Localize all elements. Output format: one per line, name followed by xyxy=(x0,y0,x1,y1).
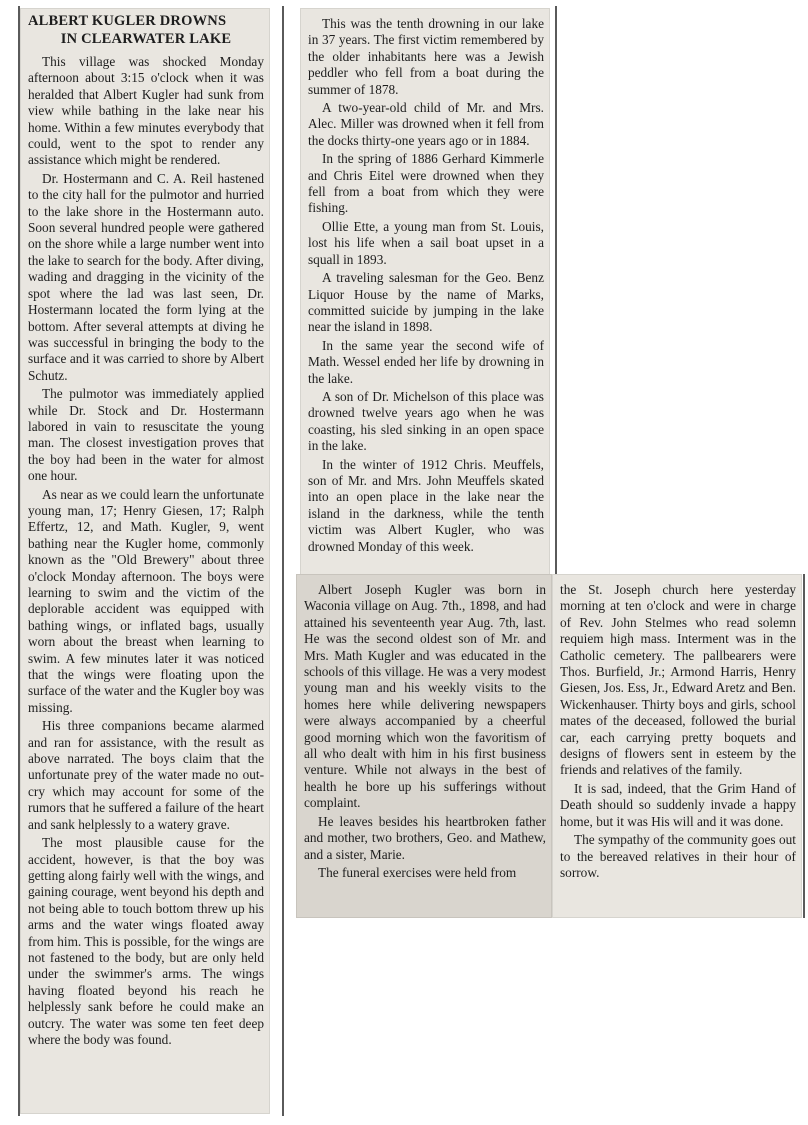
article-column-4 xyxy=(552,574,802,918)
paragraph: In the spring of 1886 Gerhard Kimmerle and Chris Eitel were drowned when they fell from a boat from which they were fishing. xyxy=(308,151,544,216)
paragraph: Ollie Ette, a young man from St. Louis, lost his life when a sail boat upset in a squall in 1893. xyxy=(308,218,544,267)
article-column-3 xyxy=(296,574,552,918)
column-3-body xyxy=(304,582,546,914)
paragraph: This village was shocked Monday afternoon about 3:15 o'clock when it was heralded that Albert Kugler had sunk from view while bathing in the lake near his home. Within a few minutes everybody that could, went to the spot to render any assistance which might be rendered. xyxy=(28,54,264,168)
paragraph: A son of Dr. Michelson of this place was drowned twelve years ago when he was coasting, his sled sinking in an open space in the lake. xyxy=(308,388,544,454)
paragraph: the St. Joseph church here yesterday morning at ten o'clock and were in charge of Rev. John Stelmes who read solemn requiem high mass. Interment was in the Catholic cemetery. The pallbearers were Thos. Burfield, Jr.; Armond Harris, Henry Giesen, Jos. Ess, Jr., Edward Aretz and Ben. Wickenhauser. Thirty boys and girls, school mates of the deceased, followed the burial car, each carrying pretty boquets and designs of flowers sent in esteem by the friends and relatives of the family. xyxy=(560,582,796,778)
paragraph: The sympathy of the community goes out to the bereaved relatives in their hour of sorrow. xyxy=(560,832,796,880)
paragraph: Albert Joseph Kugler was born in Waconia village on Aug. 7th., 1898, and had attained his seventeenth year Aug. 7th, last. He was the second oldest son of Mr. and Mrs. Math Kugler and was educated in the schools of this village. He was a very modest young man and his weekly visits to the homes here while delivering newspapers were always accompanied by a cheerful good morning which won the favoritism of all who dealt with him in his first business venture. While not always in the best of health he bore up his sufferings without complaint. xyxy=(304,582,546,811)
paragraph: Dr. Hostermann and C. A. Reil hastened to the city hall for the pulmotor and hurried to the lake shore in the Hostermann auto. Soon several hundred people were gathered on the shore while a large number went into the lake to search for the body. After diving, wading and dragging in the vicinity of the spot where the lad was last seen, Dr. Hostermann located the form lying at the bottom. After several attempts at diving he was successful in bringing the body to the surface and it was carried to shore by Albert Schutz. xyxy=(28,170,264,383)
paragraph: A traveling salesman for the Geo. Benz Liquor House by the name of Marks, committed suicide by jumping in the lake near the island in 1898. xyxy=(308,270,544,335)
article-column-2 xyxy=(300,8,550,582)
paragraph: In the winter of 1912 Chris. Meuffels, son of Mr. and Mrs. John Meuffels skated into an open place in the lake near the island in the darkness, while the tenth victim was Albert Kugler, who was drowned Monday of this week. xyxy=(308,456,544,554)
headline-line-2: IN CLEARWATER LAKE xyxy=(60,31,232,47)
paragraph: He leaves besides his heartbroken father and mother, two brothers, Geo. and Mathew, and a sister, Marie. xyxy=(304,813,546,862)
headline-line-1: ALBERT KUGLER DROWNS xyxy=(28,13,227,29)
paragraph: The funeral exercises were held from xyxy=(318,864,517,880)
column-4-body xyxy=(560,582,796,914)
paragraph: This was the tenth drowning in our lake in 37 years. The first victim remembered by the older inhabitants here was a Jewish peddler who fell from a boat during the summer of 1878. xyxy=(308,16,544,97)
paragraph: A two-year-old child of Mr. and Mrs. Alec. Miller was drowned when it fell from the docks thirty-one years ago or in 1884. xyxy=(308,100,544,148)
column-rule-middle xyxy=(282,6,284,1116)
column-2-body xyxy=(308,16,544,578)
paragraph: It is sad, indeed, that the Grim Hand of Death should so suddenly invade a happy home, but it was His will and it was done. xyxy=(560,780,796,829)
column-1-body xyxy=(28,54,264,1048)
paragraph: The pulmotor was immediately applied while Dr. Stock and Dr. Hostermann labored in vain to resuscitate the young man. The closest investigation proves that the boy had been in the water for almost one hour. xyxy=(28,386,264,484)
paragraph: As near as we could learn the unfortunate young man, 17; Henry Giesen, 17; Ralph Effertz, 12, and Math. Kugler, 9, went bathing near the Kugler home, commonly known as the "Old Brewery" about three o'clock Monday afternoon. The boys were learning to swim and the victim of the deplorable accident was equipped with bathing wings, or inflated bags, usually worn about the breast when learning to swim. A few minutes later it was noticed that the wings were floating upon the surface of the water and the Kugler boy was missing. xyxy=(28,486,264,715)
column-rule-far-right xyxy=(803,574,805,918)
column-rule-right xyxy=(555,6,557,574)
paragraph: The most plausible cause for the accident, however, is that the boy was getting along fairly well with the wings, and gaining courage, went beyond his depth and not being able to touch bottom threw up his arms and the water wings floated away from him. This is possible, for the wings are not fastened to the body, but are only held under the swimmer's arms. The wings having floated beyond his reach he helplessly sank before he could make an outcry. The water was some ten feet deep where the body was found. xyxy=(28,835,264,1047)
paragraph: His three companions became alarmed and ran for assistance, with the result as above narrated. The boys claim that the unfortunate prey of the water made no out-cry which may account for some of the rumors that he suffered a failure of the heart and sank helplessly to a watery grave. xyxy=(28,718,264,832)
article-column-1 xyxy=(20,8,270,1114)
paragraph: In the same year the second wife of Math. Wessel ended her life by drowning in the lake. xyxy=(308,337,544,386)
